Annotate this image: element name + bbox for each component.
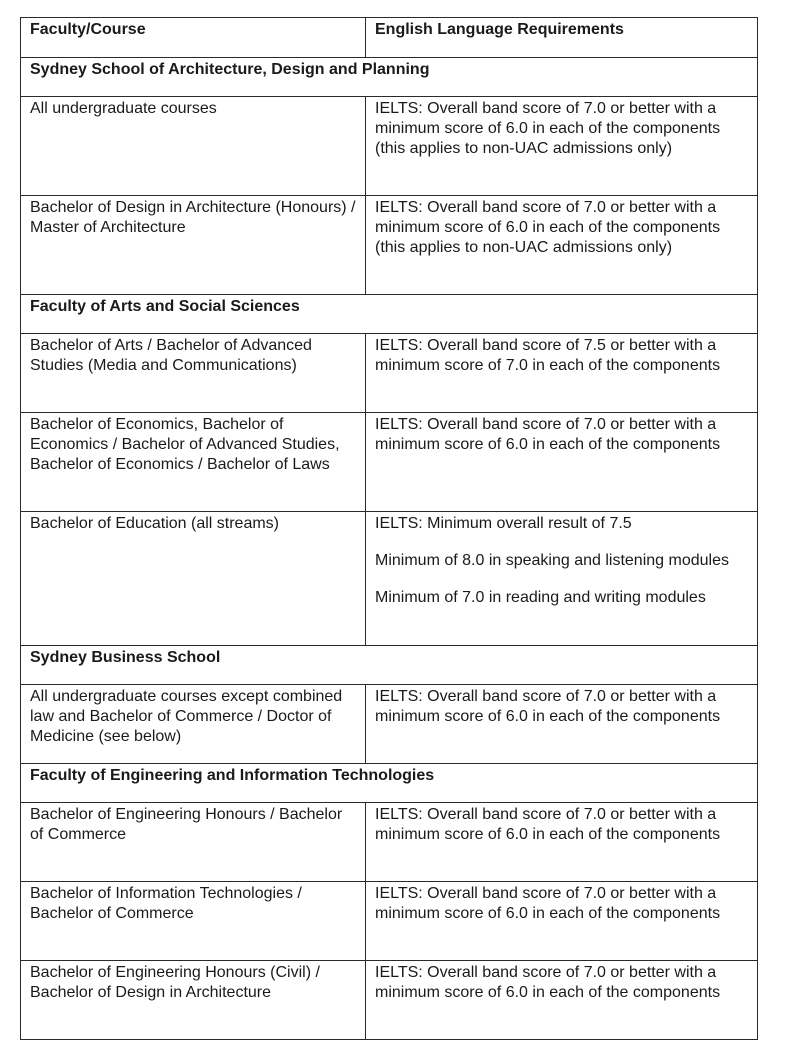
section-row bbox=[21, 646, 758, 685]
section-title: Faculty of Engineering and Information Technologies bbox=[21, 764, 758, 803]
requirement-text: IELTS: Minimum overall result of 7.5 bbox=[375, 515, 632, 532]
requirement-text: IELTS: Overall band score of 7.0 or better with a minimum score of 6.0 in each of the components bbox=[375, 416, 721, 453]
requirement-text: IELTS: Overall band score of 7.0 or better with a minimum score of 6.0 in each of the components bbox=[375, 885, 721, 922]
table-row bbox=[21, 803, 758, 882]
section-title: Sydney School of Architecture, Design and Planning bbox=[21, 58, 758, 97]
table-row bbox=[21, 97, 758, 196]
requirement-text: IELTS: Overall band score of 7.0 or better with a minimum score of 6.0 in each of the components (this applies to non-UAC admissions only) bbox=[375, 100, 721, 157]
header-requirements: English Language Requirements bbox=[366, 18, 758, 58]
course-cell: Bachelor of Information Technologies / Bachelor of Commerce bbox=[21, 882, 366, 961]
requirement-cell bbox=[366, 512, 758, 646]
requirements-table bbox=[20, 17, 758, 1040]
course-cell: Bachelor of Education (all streams) bbox=[21, 512, 366, 646]
course-cell: Bachelor of Engineering Honours / Bachelor of Commerce bbox=[21, 803, 366, 882]
requirement-text: Minimum of 8.0 in speaking and listening modules bbox=[375, 552, 729, 569]
requirement-text: IELTS: Overall band score of 7.5 or better with a minimum score of 7.0 in each of the components bbox=[375, 337, 721, 374]
requirement-text: IELTS: Overall band score of 7.0 or better with a minimum score of 6.0 in each of the components bbox=[375, 688, 721, 725]
course-cell: All undergraduate courses bbox=[21, 97, 366, 196]
requirement-cell bbox=[366, 882, 758, 961]
requirement-cell bbox=[366, 196, 758, 295]
requirement-text: IELTS: Overall band score of 7.0 or better with a minimum score of 6.0 in each of the components bbox=[375, 964, 721, 1001]
course-cell: Bachelor of Arts / Bachelor of Advanced Studies (Media and Communications) bbox=[21, 334, 366, 413]
table-row bbox=[21, 413, 758, 512]
course-cell: All undergraduate courses except combined law and Bachelor of Commerce / Doctor of Medicine (see below) bbox=[21, 685, 366, 764]
section-title: Sydney Business School bbox=[21, 646, 758, 685]
requirement-cell bbox=[366, 97, 758, 196]
requirement-cell bbox=[366, 334, 758, 413]
requirement-text: IELTS: Overall band score of 7.0 or better with a minimum score of 6.0 in each of the components bbox=[375, 806, 721, 843]
table-row bbox=[21, 512, 758, 646]
cropped-heading-strip bbox=[0, 0, 789, 12]
requirement-cell bbox=[366, 961, 758, 1040]
requirement-text: Minimum of 7.0 in reading and writing modules bbox=[375, 589, 706, 606]
course-cell: Bachelor of Economics, Bachelor of Economics / Bachelor of Advanced Studies, Bachelor of Economics / Bachelor of Laws bbox=[21, 413, 366, 512]
table-row bbox=[21, 882, 758, 961]
course-cell: Bachelor of Design in Architecture (Honours) / Master of Architecture bbox=[21, 196, 366, 295]
requirement-cell bbox=[366, 803, 758, 882]
requirement-text: IELTS: Overall band score of 7.0 or better with a minimum score of 6.0 in each of the components (this applies to non-UAC admissions only) bbox=[375, 199, 721, 256]
section-row bbox=[21, 764, 758, 803]
section-row bbox=[21, 58, 758, 97]
table-row bbox=[21, 685, 758, 764]
course-cell: Bachelor of Engineering Honours (Civil) / Bachelor of Design in Architecture bbox=[21, 961, 366, 1040]
table-header-row bbox=[21, 18, 758, 58]
table-row bbox=[21, 334, 758, 413]
section-row bbox=[21, 295, 758, 334]
table-row bbox=[21, 961, 758, 1040]
requirement-cell bbox=[366, 685, 758, 764]
table-row bbox=[21, 196, 758, 295]
header-faculty-course: Faculty/Course bbox=[21, 18, 366, 58]
section-title: Faculty of Arts and Social Sciences bbox=[21, 295, 758, 334]
requirement-cell bbox=[366, 413, 758, 512]
